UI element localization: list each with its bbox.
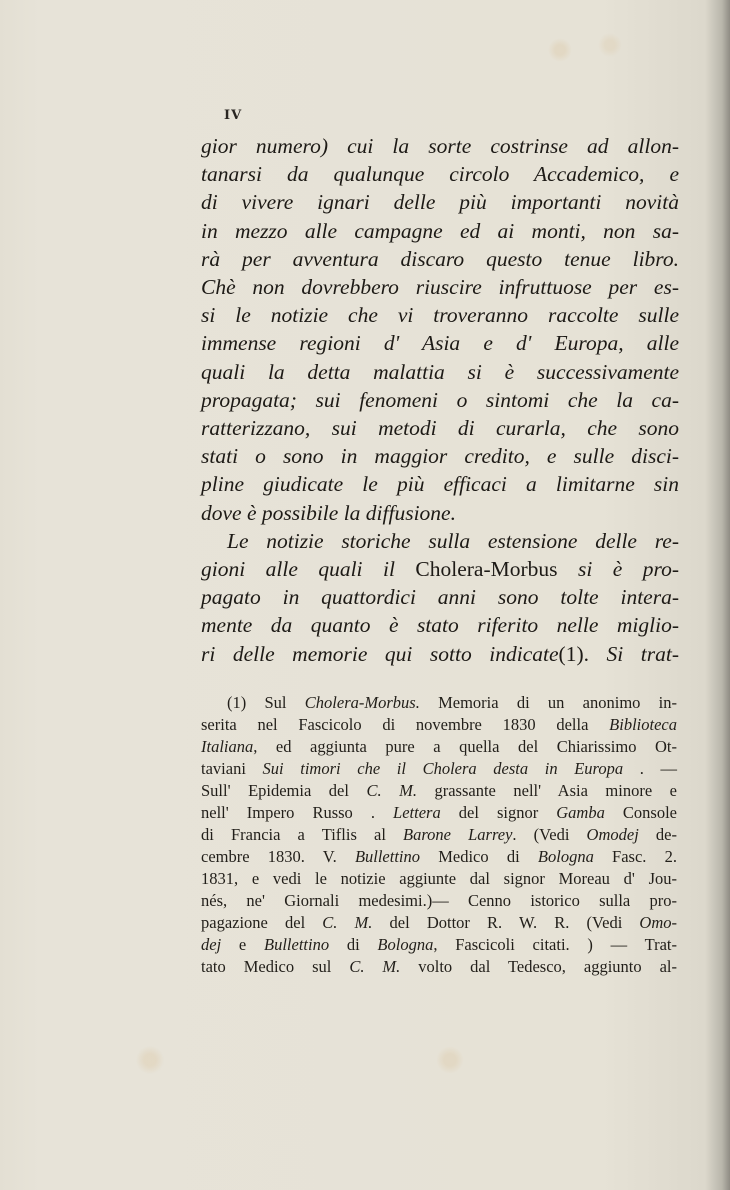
text-line xyxy=(201,188,679,216)
text-line xyxy=(201,217,679,245)
text-span: pline giudicate le più efficaci a limitarne sin xyxy=(201,472,679,497)
text-line xyxy=(201,386,679,414)
text-span: gioni alle quali il xyxy=(201,557,416,581)
text-line xyxy=(201,499,679,527)
text-span: Bullettino xyxy=(264,935,330,954)
text-line xyxy=(201,527,679,555)
footnote-line xyxy=(201,956,677,978)
text-span: Lettera xyxy=(393,803,441,822)
text-span: Console xyxy=(604,803,677,822)
text-span: di xyxy=(329,935,378,954)
text-span: di vivere ignari delle più importanti novità xyxy=(201,190,679,215)
text-line xyxy=(201,470,679,498)
text-span: Bullettino xyxy=(354,847,421,866)
text-span: si è pro- xyxy=(557,557,679,581)
text-span: Chè non dovrebbero riuscire infruttuose per es- xyxy=(201,275,679,299)
text-span: nell' Impero Russo . xyxy=(201,803,394,822)
text-span: Le notizie storiche sulla estensione delle re- xyxy=(227,528,679,553)
text-span: . — xyxy=(623,759,678,778)
footnote-line xyxy=(201,802,677,824)
text-span: Cholera-Morbus. xyxy=(304,693,420,712)
text-span: rà per avventura discaro questo tenue libro. xyxy=(201,246,679,271)
text-span: tanarsi da qualunque circolo Accademico, e xyxy=(201,162,679,187)
footnote-line xyxy=(201,868,677,890)
text-span: dove è possibile la diffusione. xyxy=(201,500,456,525)
text-line xyxy=(201,611,679,639)
text-span: grassante nell' Asia minore e xyxy=(416,781,677,800)
text-span: cembre 1830. V. xyxy=(201,847,355,866)
text-span: stati o sono in maggior credito, e sulle disci- xyxy=(201,444,679,469)
text-line xyxy=(201,329,679,357)
footnote-line xyxy=(201,758,677,780)
text-span: serita nel Fascicolo di novembre 1830 della xyxy=(201,715,610,734)
footnote-line xyxy=(201,912,677,934)
text-line xyxy=(201,555,679,583)
footnote-line xyxy=(201,890,677,912)
footnote-line xyxy=(201,714,677,736)
text-line xyxy=(201,414,679,442)
text-line xyxy=(201,358,679,386)
text-span: ratterizzano, sui metodi di curarla, che sono xyxy=(201,416,679,440)
text-line xyxy=(201,273,679,301)
text-span: pagazione del xyxy=(201,913,323,932)
text-line xyxy=(201,583,679,611)
text-span: . (Vedi xyxy=(512,825,587,844)
text-span: del Dottor R. W. R. (Vedi xyxy=(372,913,640,932)
text-line xyxy=(201,132,679,160)
text-span: Barone Larrey xyxy=(403,825,513,844)
text-span: Italiana xyxy=(201,737,254,756)
text-span: (1) Sul xyxy=(227,693,305,712)
text-span: propagata; sui fenomeni o sintomi che la ca- xyxy=(201,387,679,412)
text-span: Cholera-Morbus xyxy=(415,557,558,581)
text-span: Omodej xyxy=(586,825,639,844)
text-span: C. M. xyxy=(349,957,401,976)
footnote-line xyxy=(201,934,677,956)
text-span: gior numero) cui la sorte costrinse ad allon- xyxy=(201,134,679,158)
text-line xyxy=(201,245,679,273)
text-span: Biblioteca xyxy=(609,715,677,734)
text-line xyxy=(201,640,679,668)
text-span: in mezzo alle campagne ed ai monti, non sa- xyxy=(201,218,679,243)
text-span: C. M. xyxy=(322,913,373,932)
text-span: (1). xyxy=(558,641,589,666)
text-span: Medico di xyxy=(420,847,538,866)
footnote-line xyxy=(201,846,677,868)
footnote-line xyxy=(201,692,677,714)
text-span: Memoria di un anonimo in- xyxy=(419,693,678,712)
text-span: C. M. xyxy=(366,781,417,800)
text-span: Omo- xyxy=(639,913,677,932)
text-span: , Fascicoli citati. ) — Trat- xyxy=(433,935,677,954)
page-number: IV xyxy=(224,108,243,123)
text-span: ri delle memorie qui sotto indicate xyxy=(201,641,559,666)
text-span: volto dal Tedesco, aggiunto al- xyxy=(400,957,677,976)
text-span: Sull' Epidemia del xyxy=(201,781,367,800)
text-span: 1831, e vedi le notizie aggiunte dal signor Moreau d' Jou- xyxy=(201,869,677,888)
text-span: nés, ne' Giornali medesimi.)— Cenno istorico sulla pro- xyxy=(201,891,677,910)
text-span: del signor xyxy=(440,803,557,822)
text-line xyxy=(201,301,679,329)
text-span: si le notizie che vi troveranno raccolte sulle xyxy=(201,303,679,328)
text-span: Bologna xyxy=(537,847,594,866)
footnote-line xyxy=(201,824,677,846)
text-span: quali la detta malattia si è successivamente xyxy=(201,359,679,384)
text-span: dej xyxy=(201,935,222,954)
text-span: Bologna xyxy=(377,935,434,954)
text-span: tato Medico sul xyxy=(201,957,350,976)
text-span: pagato in quattordici anni sono tolte intera- xyxy=(201,585,679,610)
text-span: di Francia a Tiflis al xyxy=(201,825,404,844)
footnote-line xyxy=(201,736,677,758)
footnote-line xyxy=(201,780,677,802)
text-span: Sui timori che il Cholera desta in Europa xyxy=(262,759,624,778)
text-span: mente da quanto è stato riferito nelle miglio- xyxy=(201,613,679,638)
text-span: Si trat- xyxy=(588,641,679,666)
text-span: Gamba xyxy=(556,803,605,822)
text-line xyxy=(201,160,679,188)
text-span: Fasc. 2. xyxy=(593,847,677,866)
text-span: , ed aggiunta pure a quella del Chiarissimo Ot- xyxy=(253,737,677,756)
text-span: taviani xyxy=(201,759,263,778)
text-span: immense regioni d' Asia e d' Europa, alle xyxy=(201,331,679,356)
text-span: e xyxy=(221,935,264,954)
text-line xyxy=(201,442,679,470)
text-span: de- xyxy=(638,825,677,844)
